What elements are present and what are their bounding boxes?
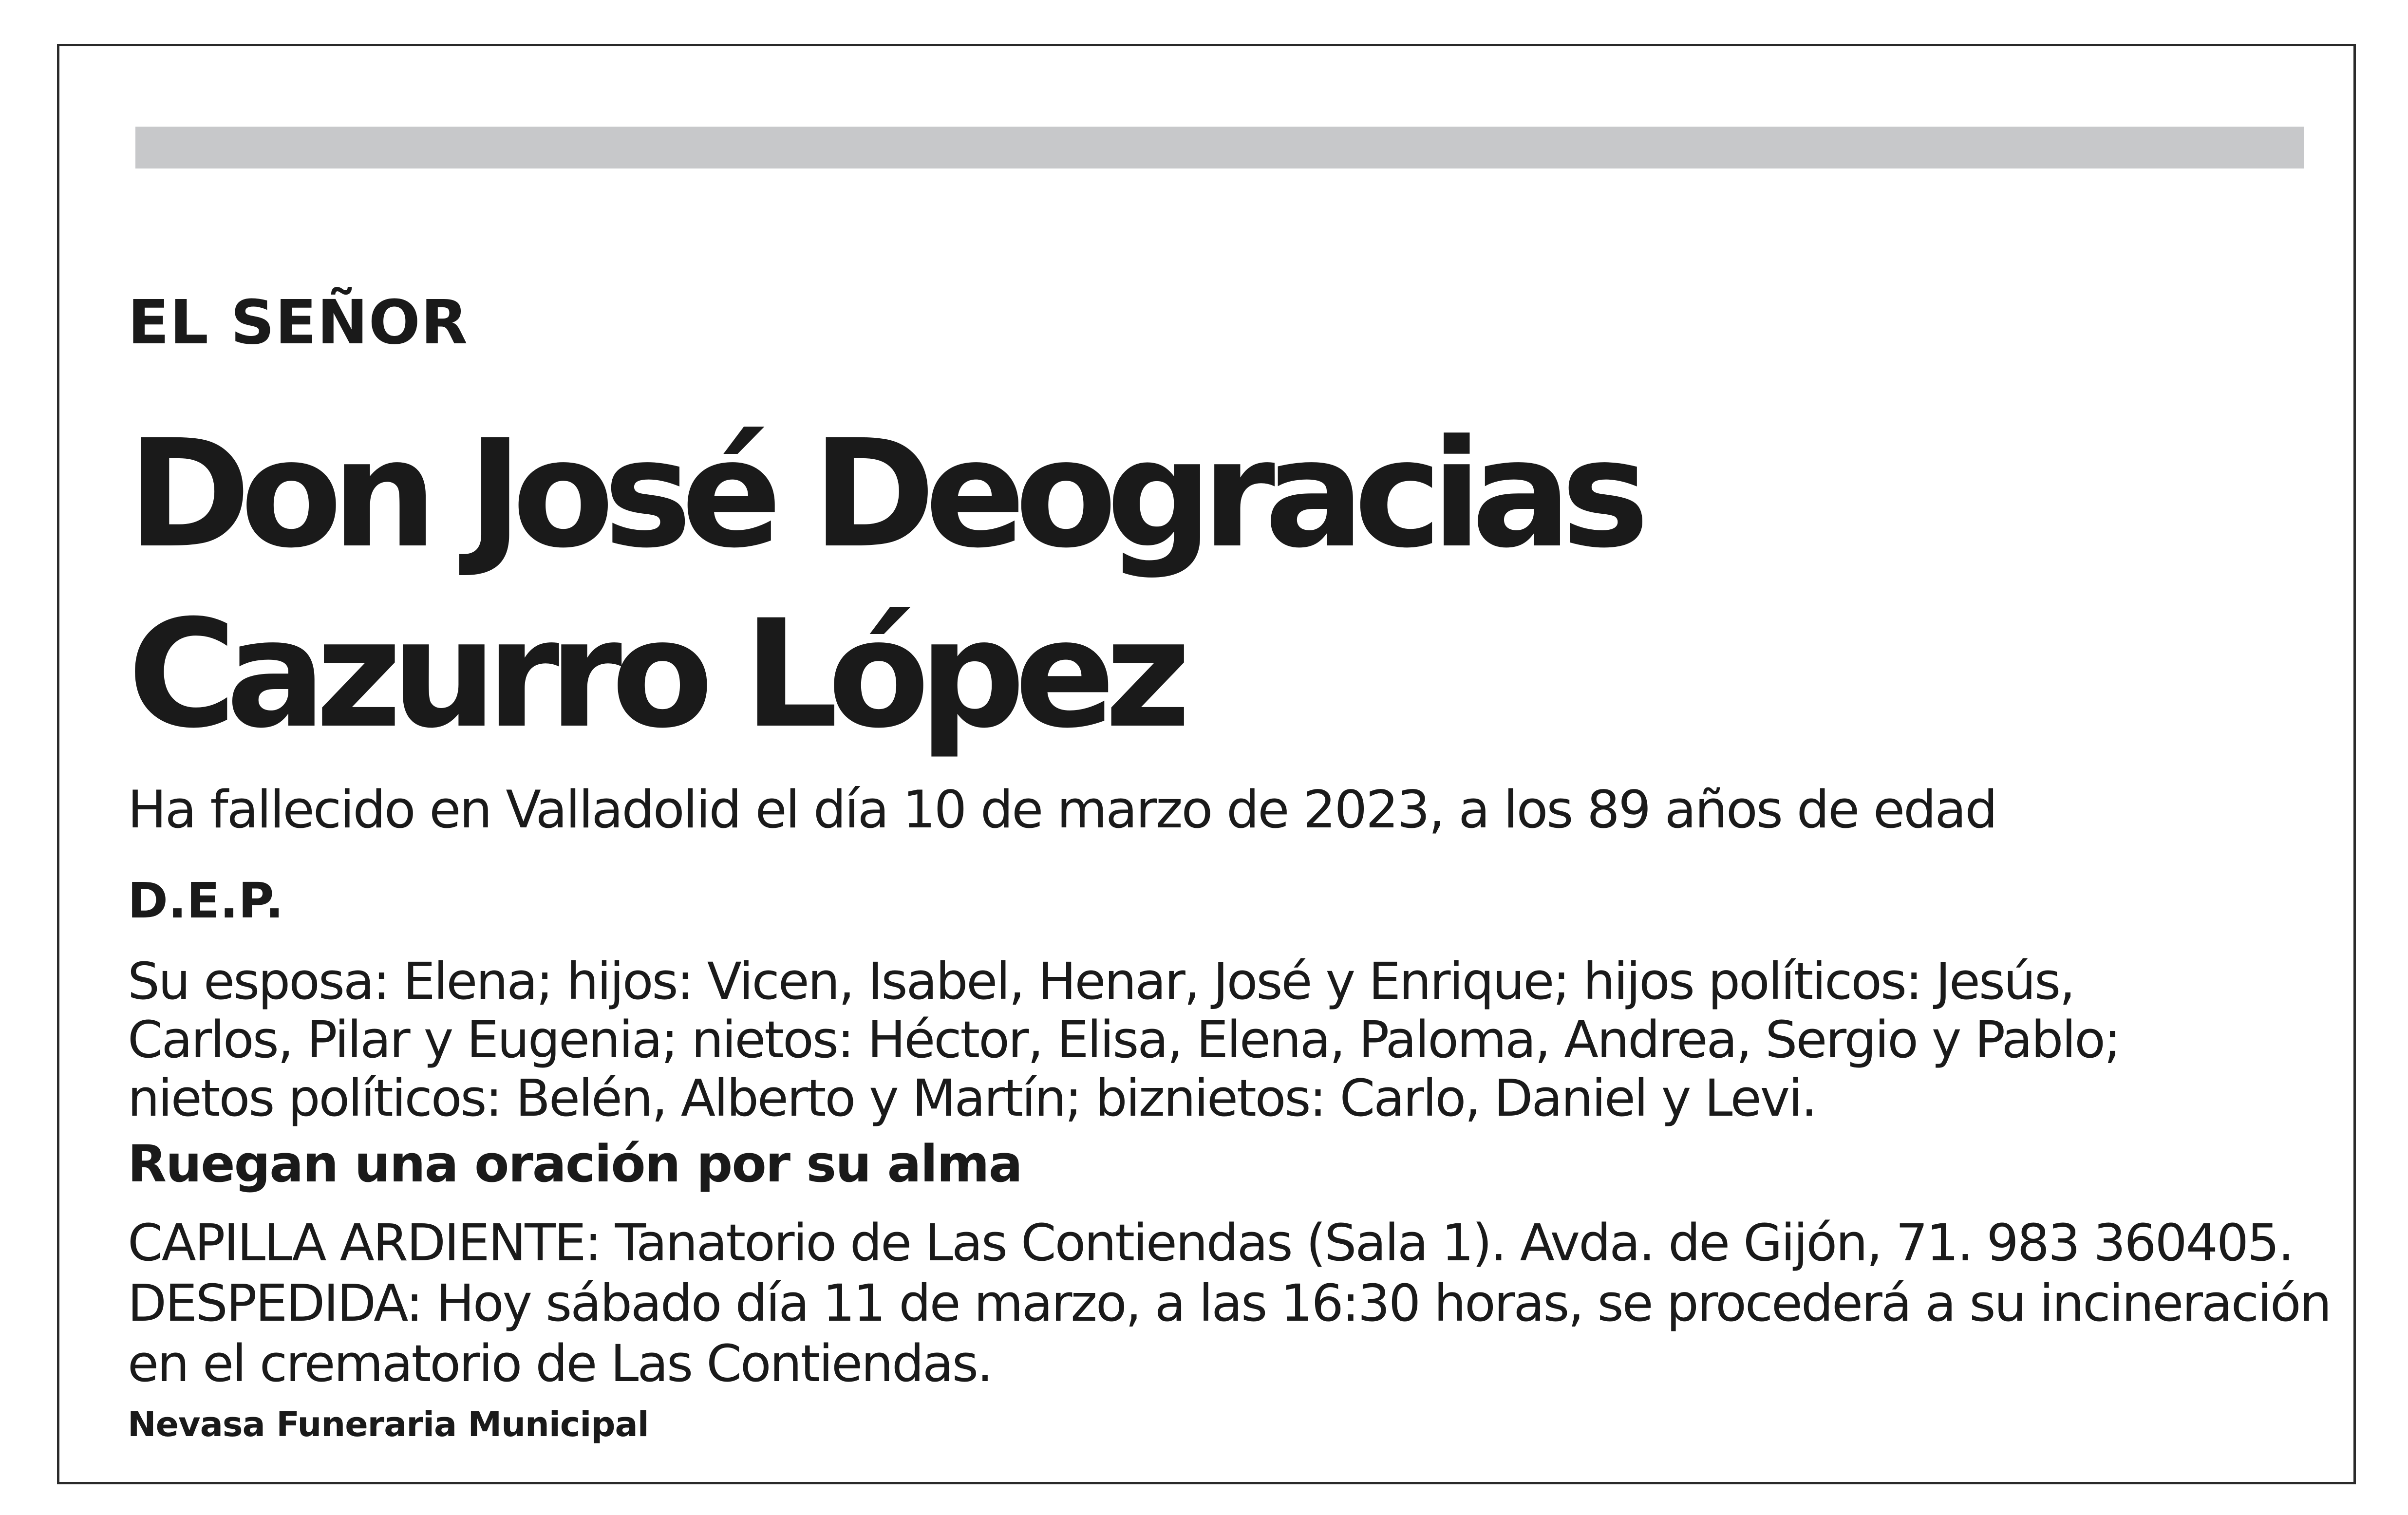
prayer-request: Ruegan una oración por su alma bbox=[128, 1134, 1022, 1194]
top-decorative-bar bbox=[135, 127, 2304, 168]
deceased-name-line-2: Cazurro López bbox=[128, 588, 1181, 761]
salutation: EL SEÑOR bbox=[128, 287, 469, 358]
deceased-name bbox=[128, 404, 2319, 765]
details-line: CAPILLA ARDIENTE: Tanatorio de Las Contiendas (Sala 1). Avda. de Gijón, 71. 983 360405. bbox=[128, 1213, 2293, 1272]
service-details bbox=[128, 1213, 2344, 1394]
death-statement: Ha fallecido en Valladolid el día 10 de marzo de 2023, a los 89 años de edad bbox=[128, 780, 1996, 840]
rip-label: D.E.P. bbox=[128, 872, 284, 929]
funeral-home: Nevasa Funeraria Municipal bbox=[128, 1404, 649, 1444]
family-line: nietos políticos: Belén, Alberto y Martín; biznietos: Carlo, Daniel y Levi. bbox=[128, 1068, 1816, 1128]
notice-content bbox=[128, 287, 2319, 358]
deceased-name-line-1: Don José Deogracias bbox=[128, 408, 1639, 580]
details-line: DESPEDIDA: Hoy sábado día 11 de marzo, a las 16:30 horas, se procederá a su incineración bbox=[128, 1273, 2331, 1333]
family-list bbox=[128, 952, 2319, 1127]
family-line: Su esposa: Elena; hijos: Vicen, Isabel, Henar, José y Enrique; hijos políticos: Jesús, bbox=[128, 952, 2074, 1011]
family-line: Carlos, Pilar y Eugenia; nietos: Héctor, Elisa, Elena, Paloma, Andrea, Sergio y Pablo; bbox=[128, 1010, 2120, 1069]
details-line: en el crematorio de Las Contiendas. bbox=[128, 1334, 992, 1393]
